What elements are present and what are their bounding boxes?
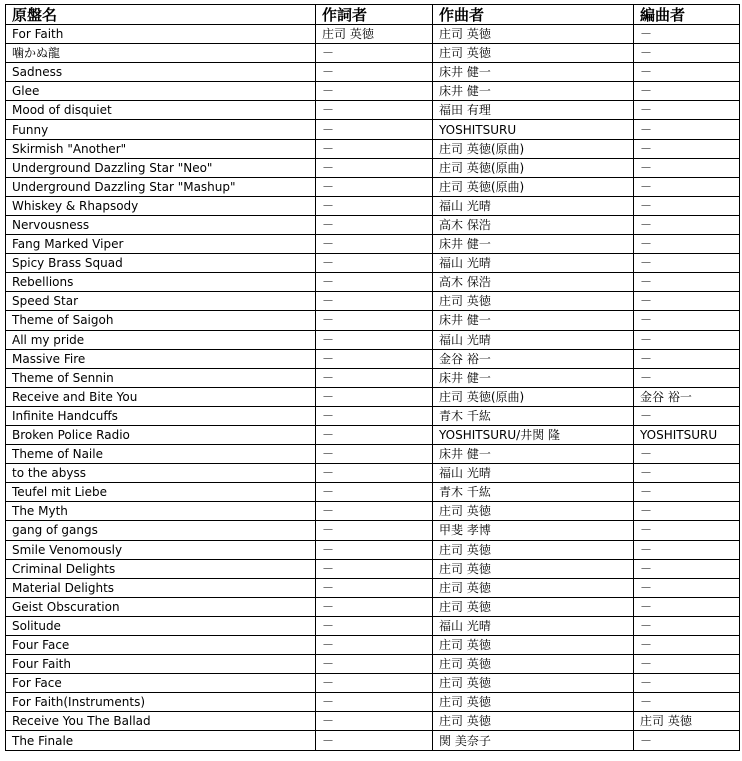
table-body [6, 25, 740, 751]
cell-composer: 床井 健一 [433, 63, 634, 82]
cell-arranger: － [634, 82, 740, 101]
cell-lyricist: － [316, 425, 433, 444]
cell-composer: 庄司 英徳 [433, 655, 634, 674]
table-row [6, 540, 740, 559]
cell-composer: 庄司 英徳 [433, 540, 634, 559]
cell-master-title: Theme of Saigoh [6, 311, 316, 330]
cell-composer: YOSHITSURU/井関 隆 [433, 425, 634, 444]
cell-arranger: YOSHITSURU [634, 425, 740, 444]
cell-master-title: Speed Star [6, 292, 316, 311]
cell-composer: 庄司 英徳 [433, 559, 634, 578]
cell-master-title: Broken Police Radio [6, 425, 316, 444]
cell-arranger: － [634, 483, 740, 502]
cell-arranger: － [634, 44, 740, 63]
cell-composer: 福山 光晴 [433, 464, 634, 483]
table-row [6, 235, 740, 254]
cell-composer: 福田 有理 [433, 101, 634, 120]
cell-master-title: For Faith(Instruments) [6, 693, 316, 712]
table-row [6, 273, 740, 292]
cell-composer: 金谷 裕一 [433, 349, 634, 368]
cell-lyricist: － [316, 464, 433, 483]
cell-lyricist: － [316, 368, 433, 387]
cell-master-title: For Faith [6, 25, 316, 44]
cell-composer: 甲斐 孝博 [433, 521, 634, 540]
cell-lyricist: － [316, 139, 433, 158]
cell-master-title: The Finale [6, 731, 316, 750]
table-row [6, 82, 740, 101]
cell-master-title: Massive Fire [6, 349, 316, 368]
cell-master-title: All my pride [6, 330, 316, 349]
cell-master-title: Theme of Naile [6, 445, 316, 464]
cell-arranger: － [634, 616, 740, 635]
cell-arranger: － [634, 311, 740, 330]
cell-arranger: － [634, 292, 740, 311]
cell-lyricist: － [316, 120, 433, 139]
cell-lyricist: － [316, 636, 433, 655]
cell-arranger: － [634, 63, 740, 82]
cell-lyricist: － [316, 502, 433, 521]
cell-master-title: Theme of Sennin [6, 368, 316, 387]
cell-composer: 床井 健一 [433, 445, 634, 464]
cell-arranger: － [634, 254, 740, 273]
cell-master-title: The Myth [6, 502, 316, 521]
cell-composer: 関 美奈子 [433, 731, 634, 750]
cell-lyricist: － [316, 559, 433, 578]
cell-lyricist: － [316, 44, 433, 63]
cell-arranger: － [634, 139, 740, 158]
table-row [6, 597, 740, 616]
table-row [6, 330, 740, 349]
header-lyricist: 作詞者 [316, 5, 433, 25]
cell-master-title: gang of gangs [6, 521, 316, 540]
cell-arranger: － [634, 158, 740, 177]
cell-lyricist: － [316, 273, 433, 292]
cell-lyricist: － [316, 215, 433, 234]
table-row [6, 139, 740, 158]
cell-master-title: Rebellions [6, 273, 316, 292]
cell-arranger: － [634, 540, 740, 559]
cell-composer: 青木 千紘 [433, 483, 634, 502]
table-header [6, 5, 740, 25]
cell-arranger: － [634, 177, 740, 196]
cell-arranger: － [634, 101, 740, 120]
cell-master-title: Teufel mit Liebe [6, 483, 316, 502]
table-row [6, 445, 740, 464]
table-row [6, 25, 740, 44]
table-row [6, 196, 740, 215]
cell-composer: 庄司 英徳 [433, 636, 634, 655]
cell-master-title: Criminal Delights [6, 559, 316, 578]
table-row [6, 387, 740, 406]
cell-lyricist: － [316, 521, 433, 540]
cell-master-title: Underground Dazzling Star "Neo" [6, 158, 316, 177]
cell-arranger: － [634, 597, 740, 616]
cell-lyricist: － [316, 540, 433, 559]
table-row [6, 464, 740, 483]
table-row [6, 349, 740, 368]
cell-composer: 床井 健一 [433, 368, 634, 387]
cell-master-title: Material Delights [6, 578, 316, 597]
cell-composer: 床井 健一 [433, 235, 634, 254]
table-row [6, 63, 740, 82]
cell-master-title: Whiskey & Rhapsody [6, 196, 316, 215]
table-row [6, 292, 740, 311]
table-row [6, 158, 740, 177]
cell-arranger: － [634, 521, 740, 540]
cell-arranger: － [634, 349, 740, 368]
cell-lyricist: － [316, 349, 433, 368]
cell-arranger: － [634, 578, 740, 597]
cell-master-title: Mood of disquiet [6, 101, 316, 120]
cell-lyricist: － [316, 101, 433, 120]
cell-composer: 庄司 英徳 [433, 674, 634, 693]
cell-arranger: 庄司 英徳 [634, 712, 740, 731]
cell-arranger: － [634, 731, 740, 750]
header-arranger: 編曲者 [634, 5, 740, 25]
cell-master-title: Geist Obscuration [6, 597, 316, 616]
header-row [6, 5, 740, 25]
cell-lyricist: － [316, 406, 433, 425]
cell-lyricist: － [316, 82, 433, 101]
cell-composer: 床井 健一 [433, 311, 634, 330]
cell-master-title: Fang Marked Viper [6, 235, 316, 254]
cell-master-title: Receive and Bite You [6, 387, 316, 406]
cell-master-title: Sadness [6, 63, 316, 82]
table-row [6, 425, 740, 444]
cell-lyricist: － [316, 387, 433, 406]
cell-composer: 福山 光晴 [433, 330, 634, 349]
cell-arranger: － [634, 196, 740, 215]
table-row [6, 254, 740, 273]
cell-arranger: － [634, 674, 740, 693]
cell-arranger: － [634, 330, 740, 349]
cell-lyricist: － [316, 177, 433, 196]
cell-master-title: Funny [6, 120, 316, 139]
cell-lyricist: － [316, 330, 433, 349]
table-row [6, 616, 740, 635]
table-row [6, 44, 740, 63]
cell-composer: 福山 光晴 [433, 616, 634, 635]
cell-master-title: Underground Dazzling Star "Mashup" [6, 177, 316, 196]
cell-master-title: Solitude [6, 616, 316, 635]
table-row [6, 693, 740, 712]
cell-arranger: － [634, 636, 740, 655]
cell-composer: 高木 保浩 [433, 215, 634, 234]
cell-arranger: － [634, 693, 740, 712]
cell-arranger: － [634, 25, 740, 44]
cell-composer: 庄司 英徳 [433, 292, 634, 311]
credits-table [5, 4, 740, 751]
cell-composer: 庄司 英徳 [433, 44, 634, 63]
cell-lyricist: － [316, 445, 433, 464]
cell-composer: 庄司 英徳(原曲) [433, 387, 634, 406]
cell-arranger: － [634, 445, 740, 464]
cell-composer: 床井 健一 [433, 82, 634, 101]
cell-lyricist: － [316, 483, 433, 502]
cell-lyricist: 庄司 英徳 [316, 25, 433, 44]
header-master-title: 原盤名 [6, 5, 316, 25]
cell-arranger: － [634, 559, 740, 578]
cell-lyricist: － [316, 616, 433, 635]
table-row [6, 712, 740, 731]
cell-composer: 庄司 英徳(原曲) [433, 139, 634, 158]
cell-lyricist: － [316, 63, 433, 82]
cell-composer: 青木 千紘 [433, 406, 634, 425]
cell-master-title: Infinite Handcuffs [6, 406, 316, 425]
header-composer: 作曲者 [433, 5, 634, 25]
cell-master-title: For Face [6, 674, 316, 693]
cell-arranger: － [634, 655, 740, 674]
table-row [6, 731, 740, 750]
cell-master-title: to the abyss [6, 464, 316, 483]
cell-lyricist: － [316, 712, 433, 731]
cell-lyricist: － [316, 655, 433, 674]
cell-master-title: Receive You The Ballad [6, 712, 316, 731]
cell-composer: 庄司 英徳 [433, 597, 634, 616]
cell-lyricist: － [316, 693, 433, 712]
cell-master-title: Skirmish "Another" [6, 139, 316, 158]
cell-arranger: － [634, 406, 740, 425]
table-row [6, 311, 740, 330]
cell-master-title: Glee [6, 82, 316, 101]
cell-master-title: Smile Venomously [6, 540, 316, 559]
table-row [6, 636, 740, 655]
table-row [6, 177, 740, 196]
cell-master-title: Four Faith [6, 655, 316, 674]
table-row [6, 559, 740, 578]
cell-arranger: － [634, 368, 740, 387]
cell-lyricist: － [316, 235, 433, 254]
cell-lyricist: － [316, 597, 433, 616]
table-row [6, 215, 740, 234]
cell-composer: 庄司 英徳(原曲) [433, 177, 634, 196]
table-row [6, 406, 740, 425]
cell-composer: YOSHITSURU [433, 120, 634, 139]
cell-arranger: － [634, 464, 740, 483]
cell-master-title: 噛かぬ龍 [6, 44, 316, 63]
cell-composer: 福山 光晴 [433, 254, 634, 273]
cell-composer: 庄司 英徳 [433, 712, 634, 731]
cell-arranger: － [634, 235, 740, 254]
cell-arranger: － [634, 502, 740, 521]
cell-lyricist: － [316, 196, 433, 215]
cell-composer: 庄司 英徳 [433, 25, 634, 44]
cell-master-title: Spicy Brass Squad [6, 254, 316, 273]
table-row [6, 521, 740, 540]
cell-lyricist: － [316, 158, 433, 177]
cell-composer: 庄司 英徳 [433, 693, 634, 712]
table-row [6, 674, 740, 693]
cell-composer: 庄司 英徳(原曲) [433, 158, 634, 177]
cell-arranger: 金谷 裕一 [634, 387, 740, 406]
cell-lyricist: － [316, 731, 433, 750]
cell-lyricist: － [316, 311, 433, 330]
table-row [6, 502, 740, 521]
cell-arranger: － [634, 273, 740, 292]
cell-lyricist: － [316, 578, 433, 597]
cell-lyricist: － [316, 292, 433, 311]
cell-arranger: － [634, 120, 740, 139]
cell-composer: 高木 保浩 [433, 273, 634, 292]
table-row [6, 120, 740, 139]
table-row [6, 483, 740, 502]
cell-master-title: Four Face [6, 636, 316, 655]
cell-composer: 庄司 英徳 [433, 578, 634, 597]
cell-composer: 福山 光晴 [433, 196, 634, 215]
table-row [6, 368, 740, 387]
table-row [6, 101, 740, 120]
cell-lyricist: － [316, 254, 433, 273]
cell-arranger: － [634, 215, 740, 234]
table-row [6, 655, 740, 674]
cell-lyricist: － [316, 674, 433, 693]
cell-composer: 庄司 英徳 [433, 502, 634, 521]
cell-master-title: Nervousness [6, 215, 316, 234]
table-row [6, 578, 740, 597]
